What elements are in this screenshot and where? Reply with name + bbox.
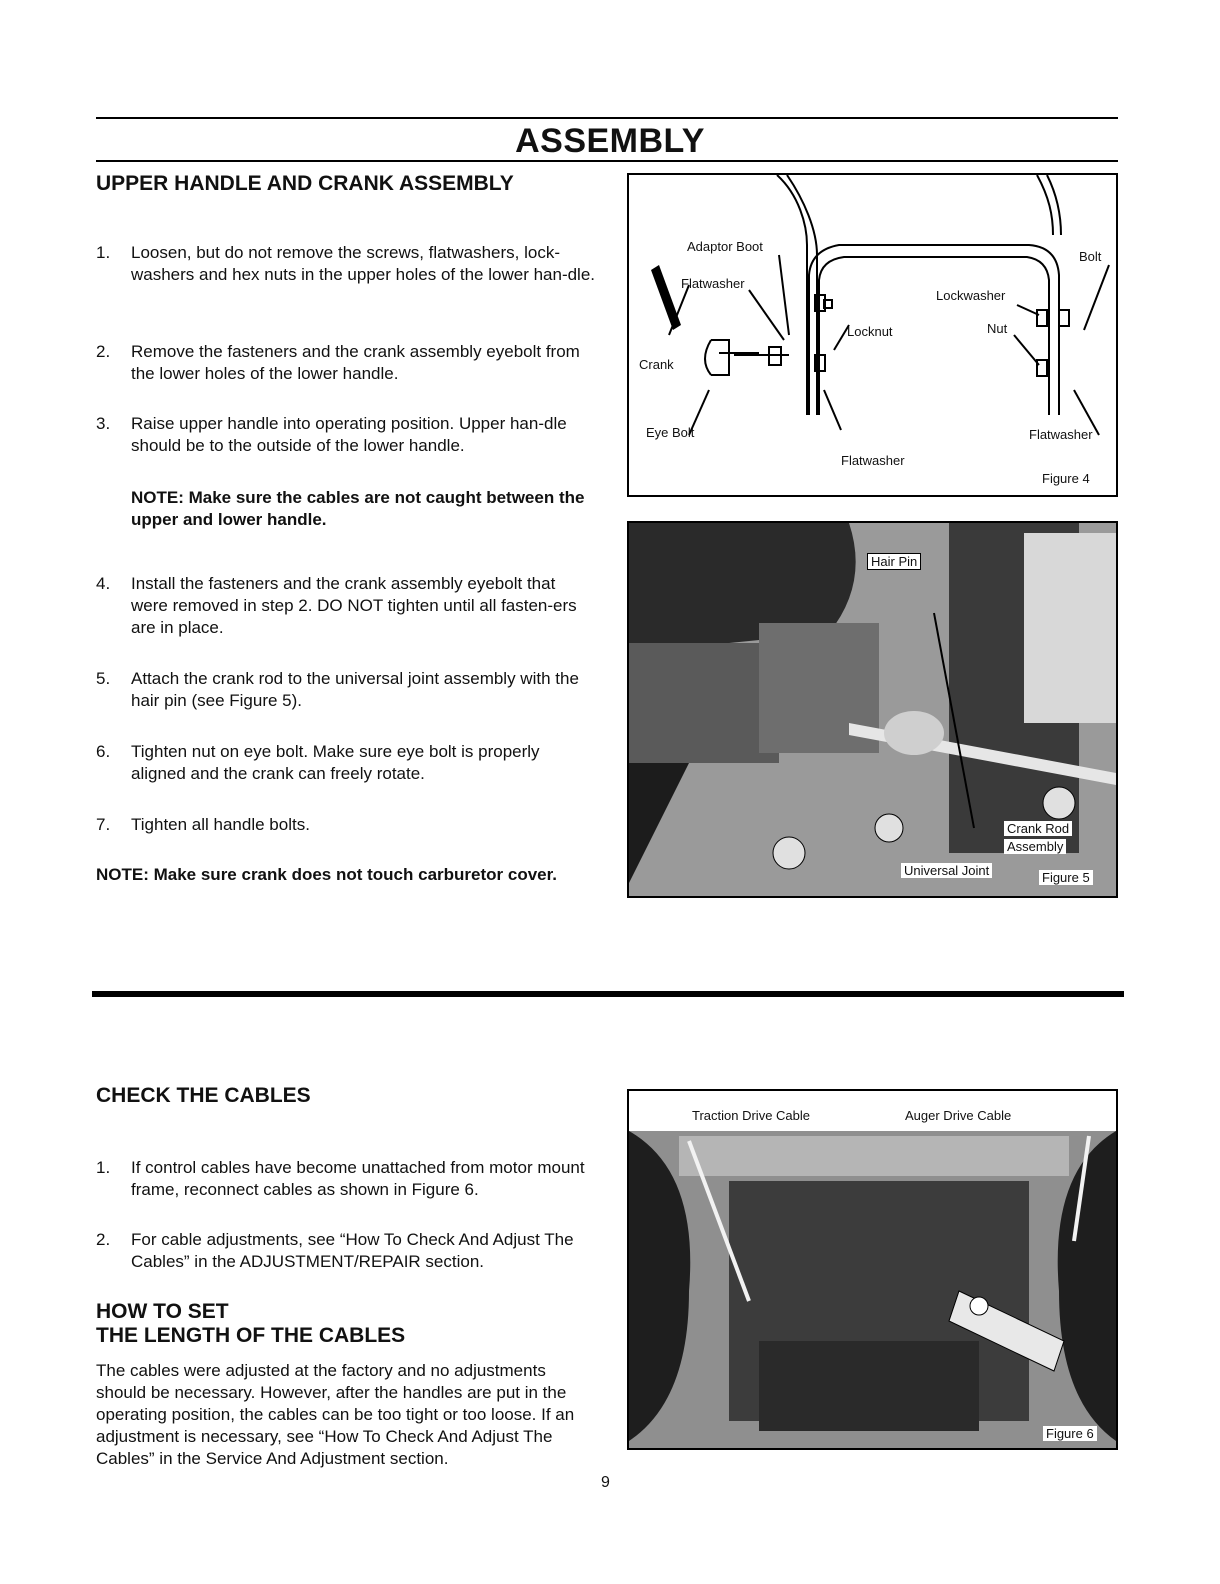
heading-line: HOW TO SET [96, 1300, 229, 1323]
label-auger-cable: Auger Drive Cable [902, 1108, 1014, 1123]
figure-caption: Figure 6 [1043, 1426, 1097, 1441]
step-number: 1. [96, 243, 111, 262]
section-heading-cable-length [96, 1300, 405, 1348]
list-item [96, 1157, 596, 1201]
page-title: ASSEMBLY [515, 122, 705, 160]
section-heading-upper-handle: UPPER HANDLE AND CRANK ASSEMBLY [96, 172, 514, 195]
header-top-rule [96, 117, 1118, 119]
step-text: If control cables have become unattached from motor mount frame, reconnect cables as shown in Figure 6. [131, 1158, 585, 1199]
cable-length-paragraph: The cables were adjusted at the factory and no adjustments should be necessary. However, after the handles are put in the operating position, the cables can be too tight or too loose. If an adjustment is necessary, see “How To Check And Adjust The Cables” in the Service And Adjustment section. [96, 1361, 575, 1468]
label-hair-pin: Hair Pin [867, 553, 921, 570]
label-flatwasher: Flatwasher [681, 276, 745, 291]
label-universal-joint: Universal Joint [901, 863, 992, 878]
step-text: Tighten all handle bolts. [131, 815, 310, 834]
section-heading-check-cables: CHECK THE CABLES [96, 1084, 311, 1107]
label-locknut: Locknut [847, 324, 893, 339]
step-text: Raise upper handle into operating position. Upper han-dle should be to the outside of the lower handle. [131, 414, 567, 455]
figure-5 [627, 521, 1118, 898]
step-number: 2. [96, 342, 111, 361]
label-eye-bolt: Eye Bolt [646, 425, 695, 440]
label-crank: Crank [639, 357, 674, 372]
step-text: Tighten nut on eye bolt. Make sure eye bolt is properly aligned and the crank can freely rotate. [131, 742, 540, 783]
step-number: 1. [96, 1158, 111, 1177]
list-item [96, 741, 596, 785]
figure-caption: Figure 5 [1039, 870, 1093, 885]
label-flatwasher: Flatwasher [841, 453, 905, 468]
list-item [96, 814, 596, 836]
step-text: Install the fasteners and the crank assembly eyebolt that were removed in step 2. DO NOT tighten until all fasten-ers are in place. [131, 574, 577, 637]
header-bottom-rule [96, 160, 1118, 162]
step-text: Attach the crank rod to the universal joint assembly with the hair pin (see Figure 5). [131, 669, 579, 710]
list-item [96, 341, 596, 385]
list-item [96, 573, 596, 639]
label-lockwasher: Lockwasher [936, 288, 1006, 303]
label-bolt: Bolt [1079, 249, 1102, 264]
figure-4 [627, 173, 1118, 497]
cable-routing-photo [629, 1091, 1116, 1448]
label-assembly: Assembly [1004, 839, 1066, 854]
note-cables [96, 487, 596, 531]
list-item [96, 1229, 596, 1273]
note-carburetor: NOTE: Make sure crank does not touch carburetor cover. [96, 865, 558, 884]
label-crank-rod: Crank Rod [1004, 821, 1072, 836]
step-text: Remove the fasteners and the crank assembly eyebolt from the lower holes of the lower handle. [131, 342, 580, 383]
step-text: For cable adjustments, see “How To Check And Adjust The Cables” in the ADJUSTMENT/REPAIR section. [131, 1230, 574, 1271]
step-number: 5. [96, 669, 111, 688]
step-text: Loosen, but do not remove the screws, flatwashers, lock-washers and hex nuts in the upper holes of the lower han-dle. [131, 243, 596, 284]
note-text: NOTE: Make sure the cables are not caught between the upper and lower handle. [131, 488, 585, 529]
figure-caption: Figure 4 [1042, 471, 1090, 486]
figure-6 [627, 1089, 1118, 1450]
heading-line: THE LENGTH OF THE CABLES [96, 1324, 406, 1347]
list-item [96, 668, 596, 712]
step-number: 7. [96, 815, 111, 834]
page-number: 9 [601, 1474, 610, 1491]
section-divider [92, 991, 1124, 997]
step-number: 6. [96, 742, 111, 761]
label-nut: Nut [987, 321, 1008, 336]
step-number: 4. [96, 574, 111, 593]
step-number: 2. [96, 1230, 111, 1249]
label-flatwasher: Flatwasher [1029, 427, 1093, 442]
list-item [96, 413, 596, 457]
step-number: 3. [96, 414, 111, 433]
list-item [96, 242, 596, 286]
label-traction-cable: Traction Drive Cable [689, 1108, 813, 1123]
label-adaptor-boot: Adaptor Boot [687, 239, 763, 254]
